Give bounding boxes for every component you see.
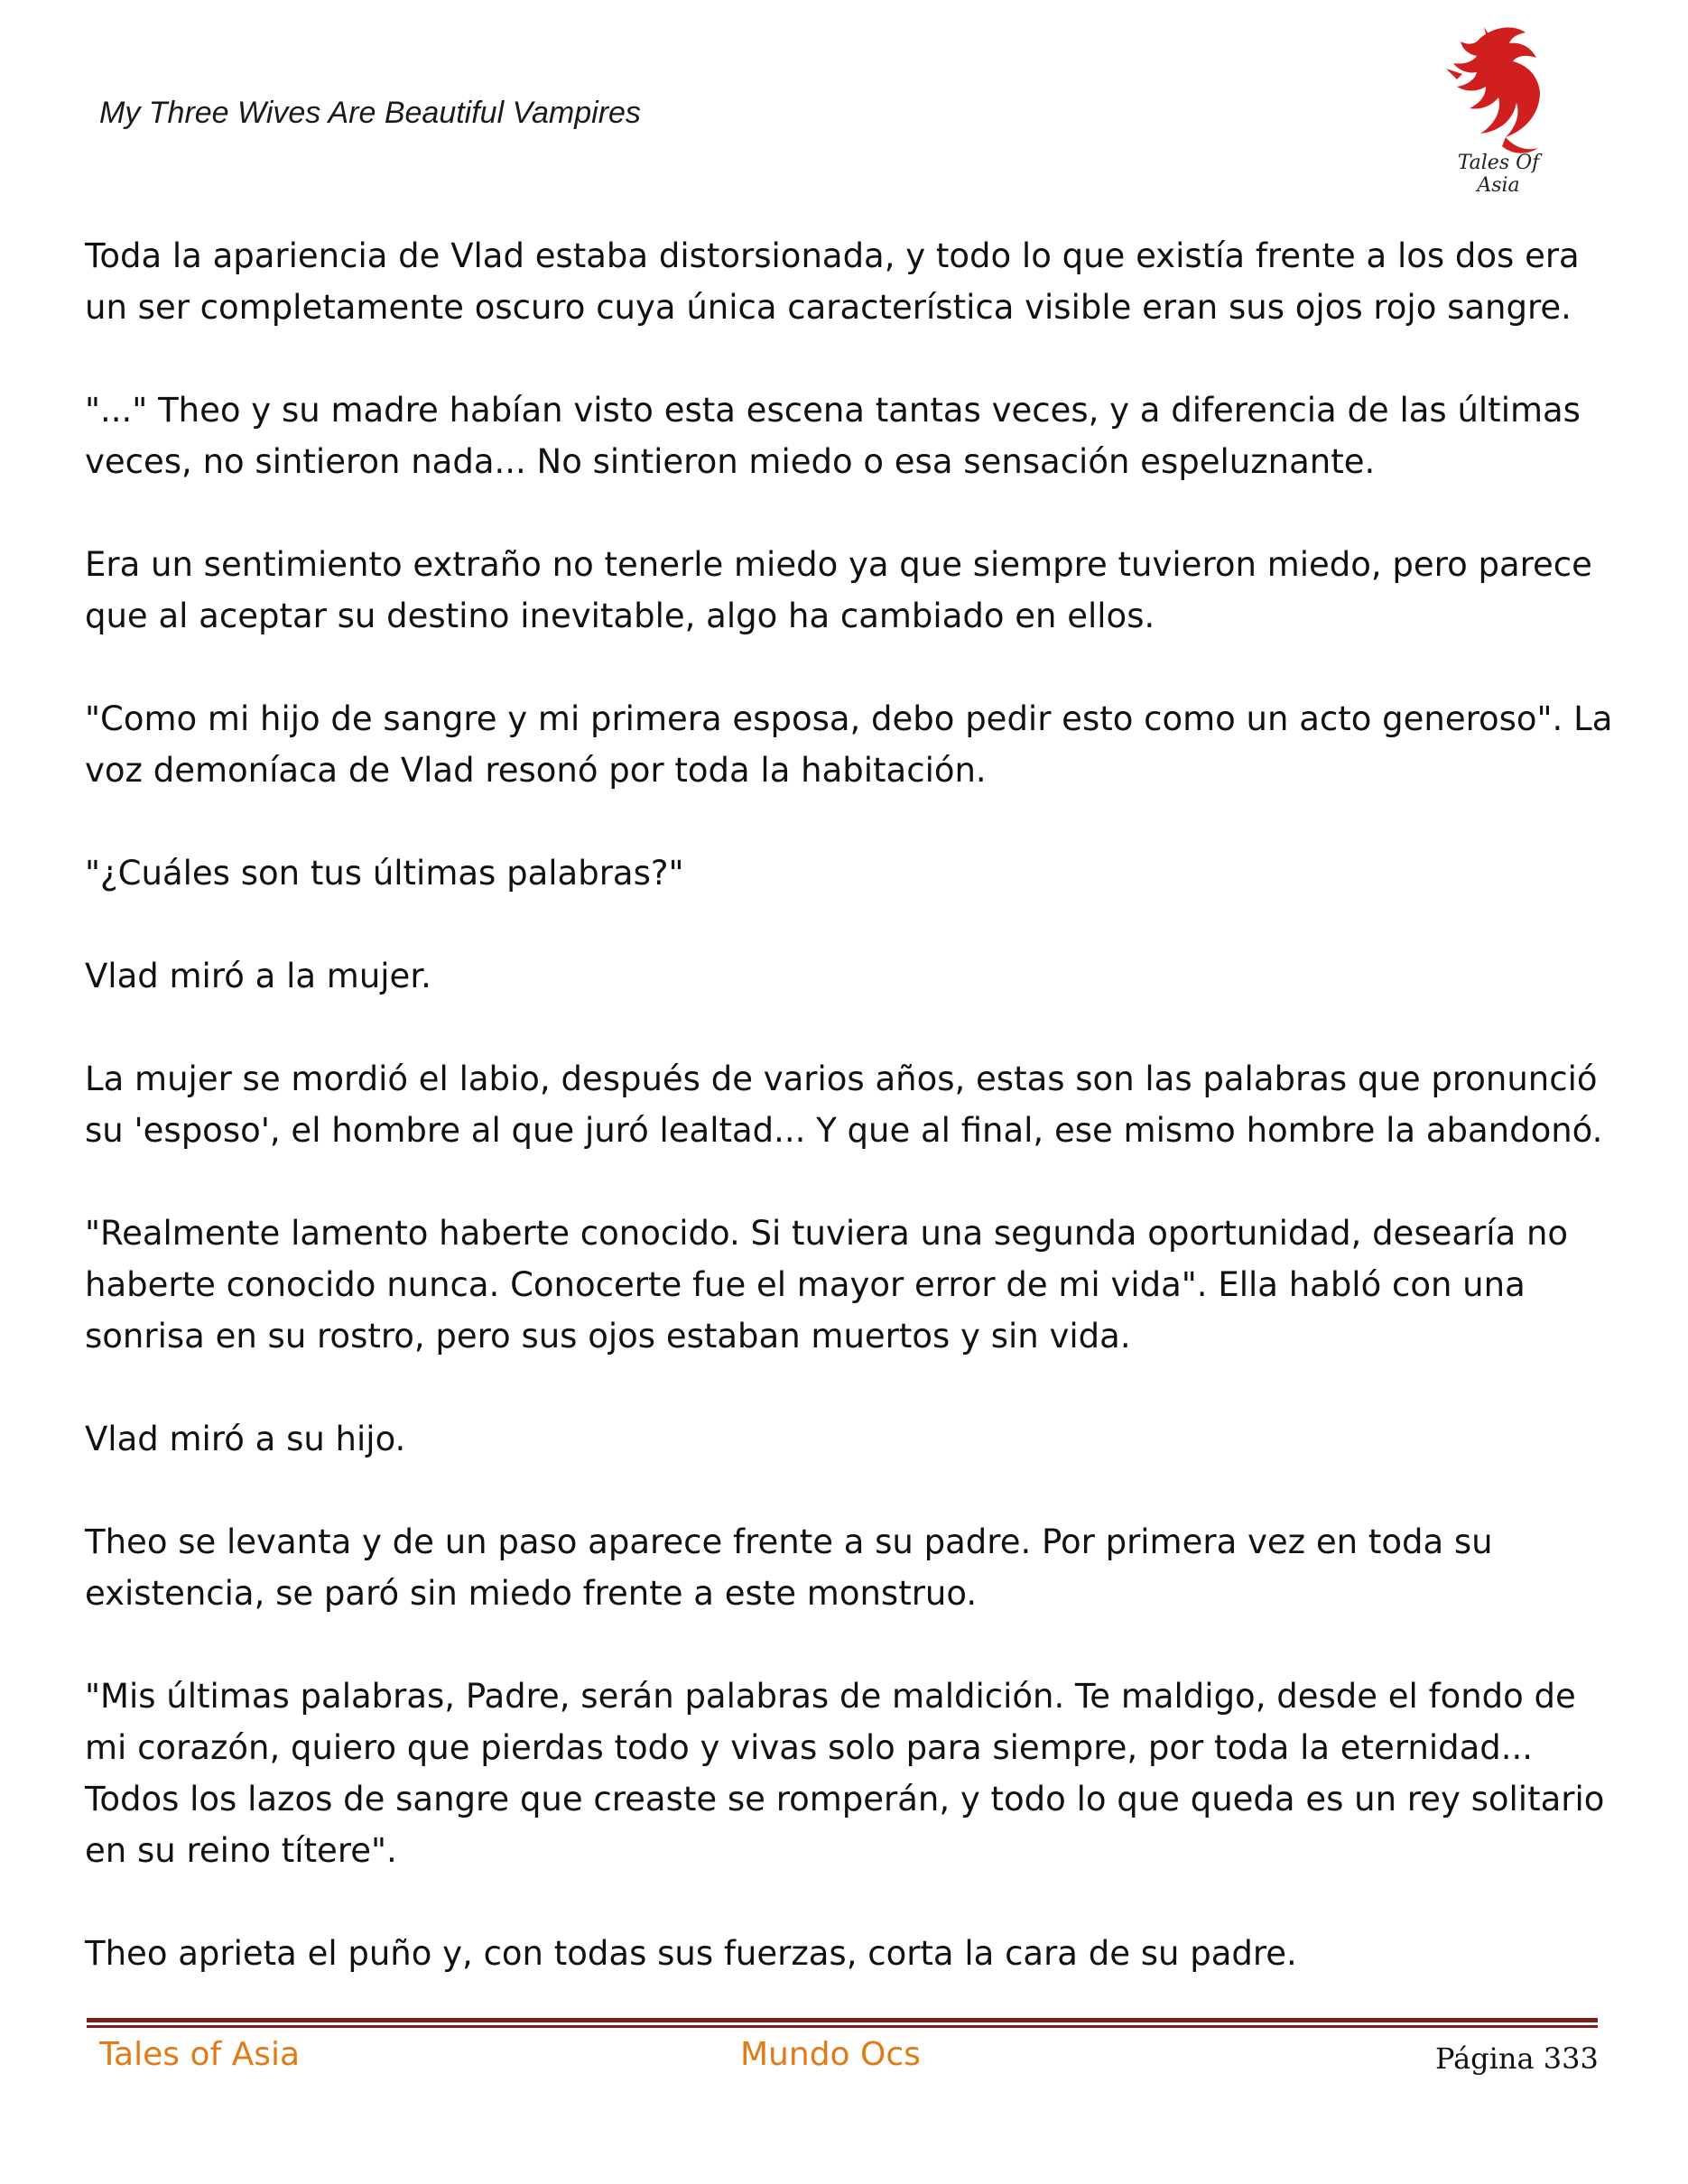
document-body bbox=[85, 230, 1619, 2031]
paragraph: Vlad miró a la mujer. bbox=[85, 957, 431, 995]
footer-divider bbox=[87, 2018, 1598, 2029]
paragraph: "Realmente lamento haberte conocido. Si tuviera una segunda oportunidad, desearía no haberte conocido nunca. Conocerte fue el mayor error de mi vida". Ella habló con una sonrisa en su rostro, pero sus ojos estaban muertos y sin vida. bbox=[85, 1214, 1569, 1356]
paragraph: "¿Cuáles son tus últimas palabras?" bbox=[85, 854, 684, 893]
paragraph: "Mis últimas palabras, Padre, serán palabras de maldición. Te maldigo, desde el fondo de mi corazón, quiero que pierdas todo y vivas solo para siempre, por toda la eternidad... Todos los lazos de sangre que creaste se romperán, y todo lo que queda es un rey solitario en su reino títere". bbox=[85, 1677, 1605, 1870]
logo-text: Tales Of Asia bbox=[1457, 152, 1540, 197]
paragraph: Theo aprieta el puño y, con todas sus fuerzas, corta la cara de su padre. bbox=[85, 1934, 1297, 1973]
footer-section-name: Mundo Ocs bbox=[740, 2036, 921, 2073]
paragraph: Vlad miró a su hijo. bbox=[85, 1420, 406, 1458]
header-title: My Three Wives Are Beautiful Vampires bbox=[99, 96, 641, 130]
footer-site-name: Tales of Asia bbox=[99, 2036, 301, 2073]
paragraph: La mujer se mordió el labio, después de varios años, estas son las palabras que pronunció su 'esposo', el hombre al que juró lealtad... Y que al final, ese mismo hombre la abandonó. bbox=[85, 1060, 1603, 1150]
paragraph: Toda la apariencia de Vlad estaba distorsionada, y todo lo que existía frente a los dos era un ser completamente oscuro cuya única característica visible eran sus ojos rojo sangre. bbox=[85, 236, 1580, 327]
paragraph: Theo se levanta y de un paso aparece frente a su padre. Por primera vez en toda su existencia, se paró sin miedo frente a este monstruo. bbox=[85, 1522, 1493, 1613]
paragraph: "Como mi hijo de sangre y mi primera esposa, debo pedir esto como un acto generoso". La voz demoníaca de Vlad resonó por toda la habitación. bbox=[85, 699, 1613, 790]
page-number: Página 333 bbox=[1435, 2041, 1599, 2076]
paragraph: Era un sentimiento extraño no tenerle miedo ya que siempre tuvieron miedo, pero parece que al aceptar su destino inevitable, algo ha cambiado en ellos. bbox=[85, 545, 1592, 635]
paragraph: "..." Theo y su madre habían visto esta escena tantas veces, y a diferencia de las últimas veces, no sintieron nada... No sintieron miedo o esa sensación espeluznante. bbox=[85, 391, 1581, 481]
